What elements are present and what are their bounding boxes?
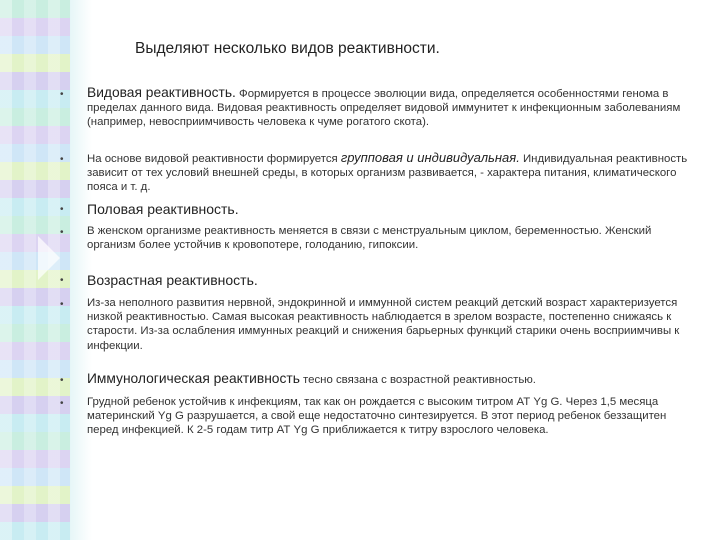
item-text: [87, 372, 690, 387]
bullet-icon: •: [60, 299, 64, 310]
list-item-age-reactivity-text: [60, 296, 690, 353]
bullet-icon: •: [60, 89, 64, 100]
bullet-icon: •: [60, 204, 64, 215]
item-body: В женском организме реактивность меняется в связи с менструальным циклом, беременностью. Женский организм более устойчив к кровопотере, голоданию, гипоксии.: [87, 225, 652, 252]
bullet-icon: •: [60, 375, 64, 386]
item-text: [87, 151, 690, 195]
list-item-species-reactivity: [60, 86, 690, 130]
item-body-before: На основе видовой реактивности формируется: [87, 153, 341, 165]
bullet-icon: •: [60, 398, 64, 409]
list-item-age-reactivity-heading: [60, 272, 690, 288]
item-body-after: Индивидуальная реактивность зависит от тех условий внешней среды, в которых организм развивается, - характера питания, климатического пояса и т. д.: [87, 153, 688, 194]
item-body: Грудной ребенок устойчив к инфекциям, так как он рождается с высоким титром АТ Yg G. Через 1,5 месяца материнский Yg G разрушается, а свой еще недостаточно синтезируется. В этот период ребенок беззащитен перед инфекцией. К 2-5 годам титр АТ Yg G приближается к титру взрослого человека.: [87, 396, 667, 437]
bullet-icon: •: [60, 227, 64, 238]
item-body: тесно связана с возрастной реактивностью.: [299, 374, 536, 386]
list-item-group-reactivity: [60, 151, 690, 195]
list-item-immunological-reactivity: [60, 372, 690, 387]
decorative-chevron-icon: [38, 236, 60, 280]
list-item-sex-reactivity-text: [60, 224, 690, 252]
item-text: [87, 86, 690, 130]
item-body: Формируется в процессе эволюции вида, определяется особенностями генома в пределах данного вида. Видовая реактивность определяет видовой иммунитет к инфекционным заболеваниям (например, невосприимчивость человека к чуме рогатого скота).: [87, 88, 681, 129]
item-emphasis: групповая и индивидуальная.: [340, 150, 520, 165]
decorative-gradient-band: [70, 0, 92, 540]
item-lead: Иммунологическая реактивность: [87, 371, 300, 386]
item-heading: Возрастная реактивность.: [87, 272, 258, 288]
bullet-icon: •: [60, 275, 64, 286]
item-body: Из-за неполного развития нервной, эндокринной и иммунной систем реакций детский возраст характеризуется низкой реактивностью. Самая высокая реактивность наблюдается в зрелом возрасте, постепенно снижаясь к старости. Из-за ослабления иммунных реакций и снижения барьерных функций старики очень восприимчивы к инфекции.: [87, 297, 680, 352]
list-item-sex-reactivity-heading: [60, 201, 690, 217]
item-lead: Видовая реактивность.: [87, 85, 236, 100]
item-heading: Половая реактивность.: [87, 201, 239, 217]
slide-title: Выделяют несколько видов реактивности.: [135, 40, 440, 57]
list-item-infant-immunity: [60, 395, 690, 438]
bullet-icon: •: [60, 154, 64, 165]
